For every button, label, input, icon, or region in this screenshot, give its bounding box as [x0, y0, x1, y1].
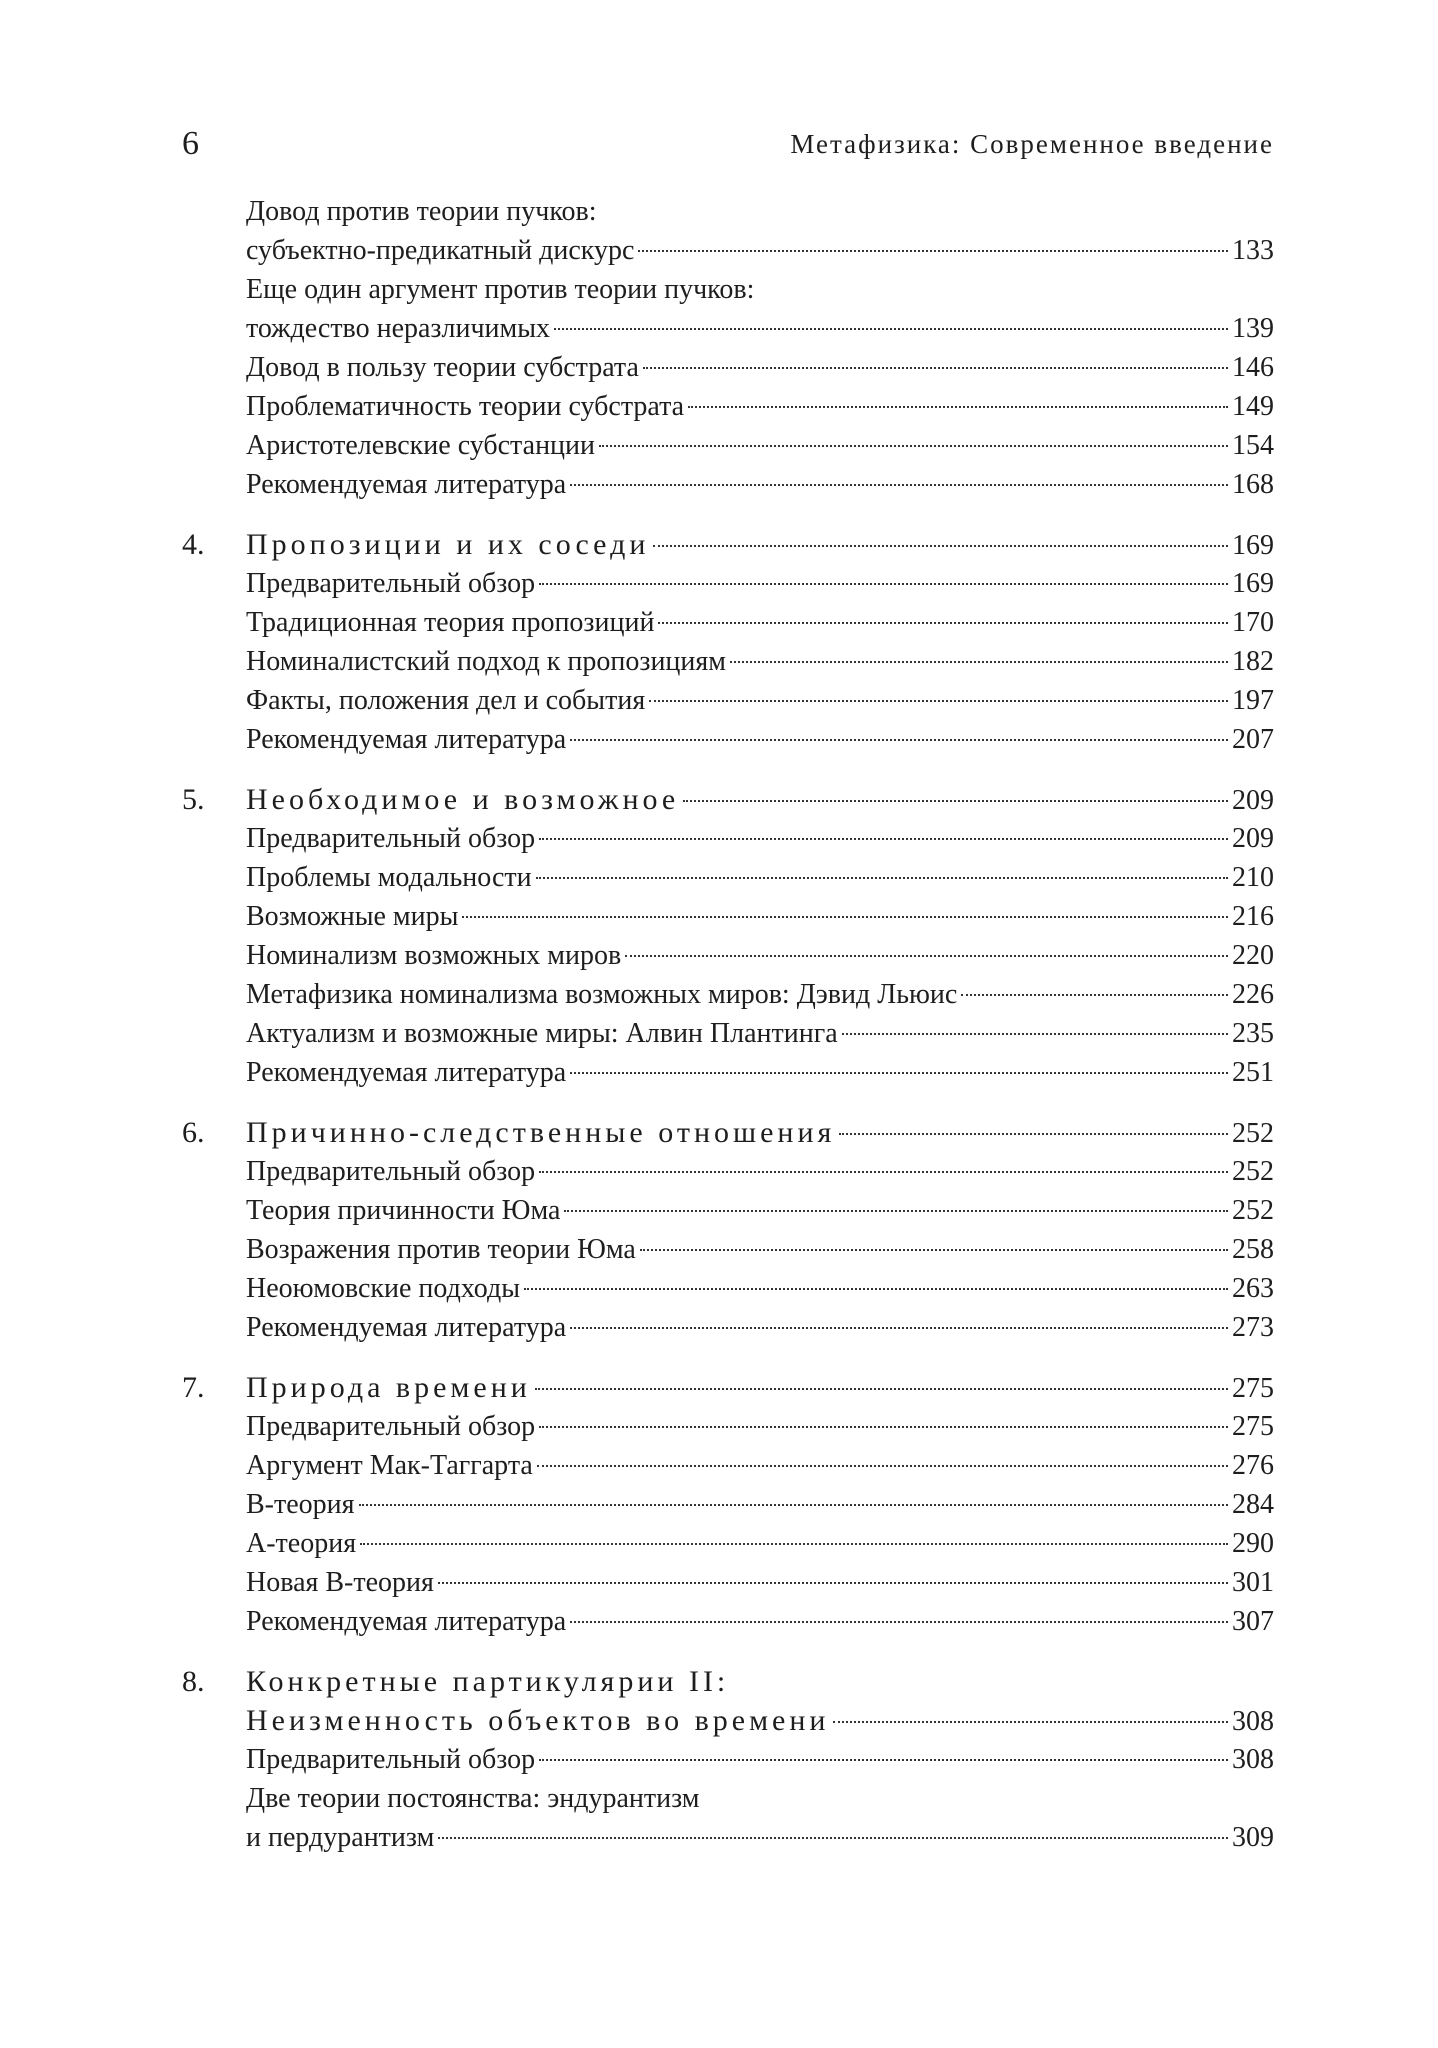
- toc-entry-line: [182, 858, 1274, 897]
- chapter-title-text: Необходимое и возможное: [246, 783, 680, 816]
- toc-entry-title: Возражения против теории Юма: [246, 1234, 636, 1265]
- toc-page-number: 182: [1232, 646, 1274, 677]
- toc-page-number: 273: [1232, 1312, 1274, 1343]
- toc-entry-line: [182, 1308, 1274, 1347]
- toc-entry-title: Предварительный обзор: [246, 1156, 536, 1187]
- toc-entry-line: [182, 1407, 1274, 1446]
- toc-entry-title: Проблематичность теории субстрата: [246, 391, 685, 422]
- toc-entry-line: [182, 348, 1274, 387]
- toc-chapter: [182, 1368, 1274, 1641]
- dot-leader: [524, 1288, 1228, 1290]
- toc-page-number: 252: [1232, 1118, 1274, 1149]
- toc-entry-line: [182, 975, 1274, 1014]
- toc-page-number: 263: [1232, 1273, 1274, 1304]
- toc-entry-title: Довод против теории пучков:: [246, 196, 597, 227]
- chapter-title-text: Конкретные партикулярии II:: [246, 1665, 730, 1698]
- dot-leader: [658, 622, 1228, 624]
- toc-entry-title: Аристотелевские субстанции: [246, 430, 596, 461]
- dot-leader: [599, 445, 1228, 447]
- toc-entry-line: [182, 1818, 1274, 1857]
- chapter-number: 6.: [182, 1116, 205, 1149]
- toc-entry-line: [182, 603, 1274, 642]
- toc-entry-line: [182, 309, 1274, 348]
- dot-leader: [536, 877, 1228, 879]
- toc-entry-line: [182, 1740, 1274, 1779]
- chapter-title-text: Неизменность объектов во времени: [246, 1704, 830, 1737]
- toc-entry-title: субъектно-предикатный дискурс: [246, 235, 635, 266]
- dot-leader: [570, 484, 1228, 486]
- toc-page-number: 252: [1232, 1195, 1274, 1226]
- dot-leader: [570, 1621, 1228, 1623]
- toc-entry-line: [182, 1191, 1274, 1230]
- toc-page-number: 146: [1232, 352, 1274, 383]
- toc-entry-line: [182, 1053, 1274, 1092]
- toc-page-number: 149: [1232, 391, 1274, 422]
- toc-entry-title: Метафизика номинализма возможных миров: Дэвид Льюис: [246, 979, 958, 1010]
- toc-entry-title: Факты, положения дел и события: [246, 685, 646, 716]
- toc-entry-line: [182, 192, 1274, 231]
- toc-entry-line: [182, 1269, 1274, 1308]
- toc-page-number: 290: [1232, 1528, 1274, 1559]
- toc-entry-title: Проблемы модальности: [246, 862, 532, 893]
- toc-page-number: 275: [1232, 1411, 1274, 1442]
- toc-entry-line: [182, 936, 1274, 975]
- dot-leader: [649, 700, 1228, 702]
- toc-page-number: 226: [1232, 979, 1274, 1010]
- toc-page-number: 169: [1232, 530, 1274, 561]
- toc-entry-line: [182, 1524, 1274, 1563]
- toc-entry-title: Рекомендуемая литература: [246, 1312, 567, 1343]
- toc-entry-line: [182, 1014, 1274, 1053]
- toc-chapter: [182, 525, 1274, 759]
- toc-entry-title: Традиционная теория пропозиций: [246, 607, 655, 638]
- chapter-number: 7.: [182, 1371, 205, 1404]
- dot-leader: [539, 1171, 1228, 1173]
- toc-entry-title: Предварительный обзор: [246, 1411, 536, 1442]
- toc-entry-title: Довод в пользу теории субстрата: [246, 352, 639, 383]
- dot-leader: [730, 661, 1228, 663]
- toc-entry-title: B-теория: [246, 1489, 355, 1520]
- toc-entry-title: Актуализм и возможные миры: Алвин Плантинга: [246, 1018, 838, 1049]
- toc-entry-title: Рекомендуемая литература: [246, 1057, 567, 1088]
- chapter-title-text: Причинно-следственные отношения: [246, 1116, 836, 1149]
- toc-entry-title: тождество неразличимых: [246, 313, 551, 344]
- dot-leader: [438, 1837, 1228, 1839]
- toc-page-number: 207: [1232, 724, 1274, 755]
- toc-entry-line: [182, 231, 1274, 270]
- toc-chapter: [182, 780, 1274, 1092]
- chapter-number: 8.: [182, 1665, 205, 1698]
- toc-entry-title: A-теория: [246, 1528, 357, 1559]
- toc-page-number: 169: [1232, 568, 1274, 599]
- toc-page-number: 170: [1232, 607, 1274, 638]
- dot-leader: [438, 1582, 1228, 1584]
- toc-entry-line: [182, 465, 1274, 504]
- toc-entry-line: [182, 1152, 1274, 1191]
- chapter-title-text: Природа времени: [246, 1371, 531, 1404]
- toc-page-number: 301: [1232, 1567, 1274, 1598]
- toc-entry-line: [182, 564, 1274, 603]
- toc-entry-title: Рекомендуемая литература: [246, 1606, 567, 1637]
- toc-page-number: 309: [1232, 1822, 1274, 1853]
- toc-entry-title: Еще один аргумент против теории пучков:: [246, 274, 755, 305]
- toc-entry-line: [182, 897, 1274, 936]
- toc-entry-line: [182, 1446, 1274, 1485]
- chapter-title-line: [182, 1701, 1274, 1740]
- toc-entry-title: Новая B-теория: [246, 1567, 434, 1598]
- toc-page-number: 133: [1232, 235, 1274, 266]
- toc-entry-line: [182, 1563, 1274, 1602]
- dot-leader: [539, 1759, 1228, 1761]
- dot-leader: [839, 1133, 1228, 1135]
- toc-page-number: 308: [1232, 1744, 1274, 1775]
- toc-page-number: 154: [1232, 430, 1274, 461]
- toc-entry-line: [182, 681, 1274, 720]
- toc-entry-line: [182, 720, 1274, 759]
- toc-page-number: 210: [1232, 862, 1274, 893]
- dot-leader: [359, 1504, 1228, 1506]
- toc-page-number: 252: [1232, 1156, 1274, 1187]
- dot-leader: [537, 1465, 1228, 1467]
- chapter-title-line: [182, 1662, 1274, 1701]
- dot-leader: [539, 838, 1228, 840]
- dot-leader: [643, 367, 1228, 369]
- table-of-contents: [182, 192, 1274, 1857]
- toc-entry-title: Предварительный обзор: [246, 823, 536, 854]
- dot-leader: [688, 406, 1228, 408]
- page-number: 6: [182, 125, 199, 162]
- chapter-title-text: Пропозиции и их соседи: [246, 528, 650, 561]
- toc-entry-title: и пердурантизм: [246, 1822, 435, 1853]
- toc-entry-title: Номинализм возможных миров: [246, 940, 622, 971]
- dot-leader: [564, 1210, 1228, 1212]
- toc-page-number: 209: [1232, 785, 1274, 816]
- toc-entry-title: Рекомендуемая литература: [246, 724, 567, 755]
- chapter-title-line: [182, 1368, 1274, 1407]
- toc-entry-title: Рекомендуемая литература: [246, 469, 567, 500]
- chapter-title-line: [182, 1113, 1274, 1152]
- dot-leader: [535, 1388, 1228, 1390]
- toc-entry-line: [182, 642, 1274, 681]
- page-header: [182, 125, 1274, 165]
- toc-entry-title: Теория причинности Юма: [246, 1195, 561, 1226]
- dot-leader: [833, 1721, 1228, 1723]
- toc-page-number: 276: [1232, 1450, 1274, 1481]
- dot-leader: [570, 739, 1228, 741]
- toc-entry-line: [182, 1230, 1274, 1269]
- dot-leader: [653, 545, 1228, 547]
- toc-entry-line: [182, 1602, 1274, 1641]
- toc-page-number: 197: [1232, 685, 1274, 716]
- toc-entry-title: Возможные миры: [246, 901, 459, 932]
- toc-entry-title: Предварительный обзор: [246, 1744, 536, 1775]
- dot-leader: [539, 583, 1228, 585]
- toc-page-number: 216: [1232, 901, 1274, 932]
- toc-entry-line: [182, 387, 1274, 426]
- chapter-number: 4.: [182, 528, 205, 561]
- toc-page-number: 275: [1232, 1373, 1274, 1404]
- dot-leader: [683, 800, 1228, 802]
- toc-entry-title: Номиналистский подход к пропозициям: [246, 646, 726, 677]
- dot-leader: [638, 250, 1228, 252]
- toc-page-number: 235: [1232, 1018, 1274, 1049]
- running-title: Метафизика: Современное введение: [790, 129, 1274, 159]
- dot-leader: [625, 955, 1228, 957]
- dot-leader: [842, 1033, 1228, 1035]
- dot-leader: [570, 1072, 1228, 1074]
- toc-page-number: 168: [1232, 469, 1274, 500]
- toc-chapter: [182, 1113, 1274, 1347]
- toc-entry-line: [182, 270, 1274, 309]
- dot-leader: [539, 1426, 1228, 1428]
- toc-entry-title: Аргумент Мак-Таггарта: [246, 1450, 533, 1481]
- toc-entry-line: [182, 1779, 1274, 1818]
- dot-leader: [462, 916, 1228, 918]
- toc-page-number: 209: [1232, 823, 1274, 854]
- chapter-title-line: [182, 525, 1274, 564]
- toc-entry-title: Предварительный обзор: [246, 568, 536, 599]
- dot-leader: [640, 1249, 1228, 1251]
- toc-page-number: 220: [1232, 940, 1274, 971]
- dot-leader: [554, 328, 1228, 330]
- dot-leader: [570, 1327, 1228, 1329]
- toc-page-number: 251: [1232, 1057, 1274, 1088]
- toc-chapter: [182, 1662, 1274, 1857]
- toc-page-number: 284: [1232, 1489, 1274, 1520]
- toc-page-number: 307: [1232, 1606, 1274, 1637]
- toc-page-number: 308: [1232, 1706, 1274, 1737]
- toc-entry-title: Неоюмовские подходы: [246, 1273, 521, 1304]
- toc-entry-line: [182, 819, 1274, 858]
- toc-page-number: 258: [1232, 1234, 1274, 1265]
- dot-leader: [961, 994, 1228, 996]
- toc-entry-line: [182, 1485, 1274, 1524]
- toc-entry-title: Две теории постоянства: эндурантизм: [246, 1783, 700, 1814]
- toc-entry-line: [182, 426, 1274, 465]
- toc-page-number: 139: [1232, 313, 1274, 344]
- dot-leader: [360, 1543, 1228, 1545]
- chapter-title-line: [182, 780, 1274, 819]
- chapter-number: 5.: [182, 783, 205, 816]
